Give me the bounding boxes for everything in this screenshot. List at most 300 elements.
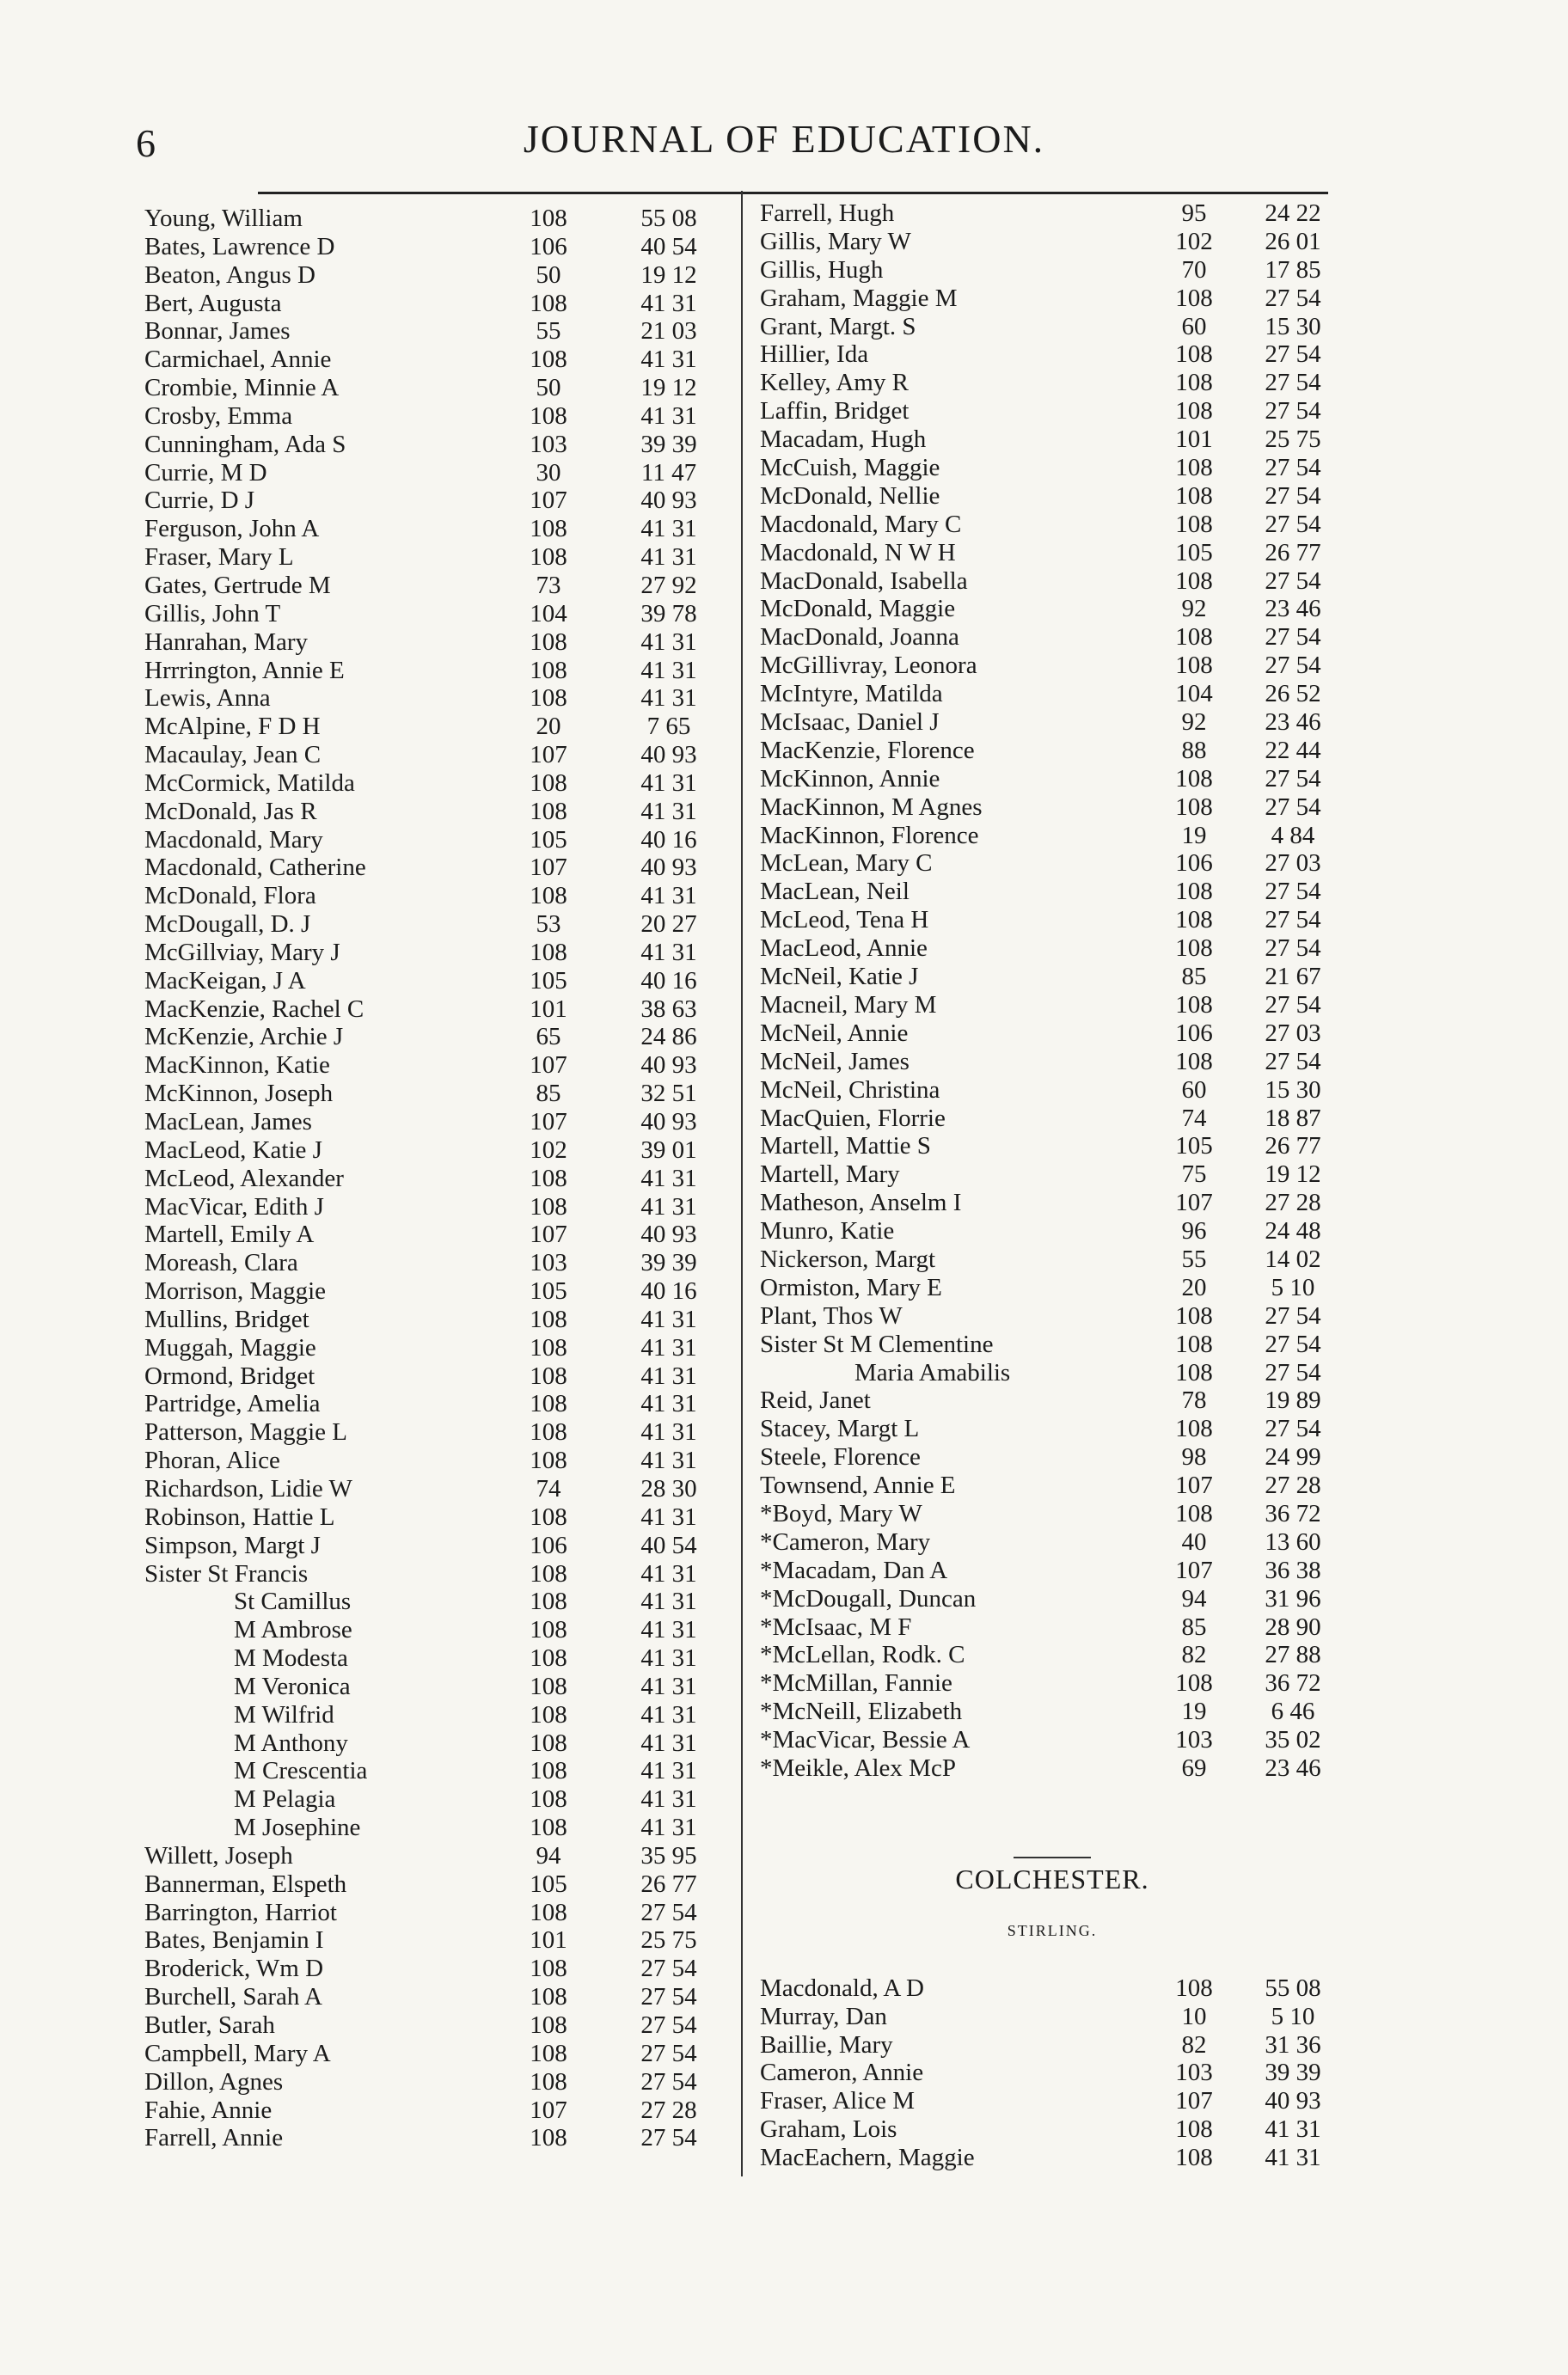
teacher-name: MacKeigan, J A xyxy=(144,966,306,995)
grant-amount: 40 93 xyxy=(1265,2087,1321,2115)
teacher-name: Macadam, Hugh xyxy=(760,425,927,454)
teacher-name: Martell, Mattie S xyxy=(760,1132,931,1160)
days-attendance: 108 xyxy=(1175,934,1213,963)
teacher-name: *McDougall, Duncan xyxy=(760,1584,977,1613)
grant-amount: 27 54 xyxy=(640,1898,697,1926)
grant-amount: 21 03 xyxy=(640,317,697,346)
table-row xyxy=(760,285,1344,313)
table-row xyxy=(144,1983,729,2011)
grant-amount: 27 54 xyxy=(1265,566,1321,595)
grant-amount: 24 48 xyxy=(1265,1217,1321,1246)
grant-amount: 36 72 xyxy=(1265,1669,1321,1698)
table-row xyxy=(760,991,1344,1019)
table-row xyxy=(144,1277,729,1306)
days-attendance: 92 xyxy=(1181,595,1207,623)
teacher-name: Maria Amabilis xyxy=(854,1358,1011,1386)
grant-amount: 27 54 xyxy=(1265,481,1321,510)
grant-amount: 36 38 xyxy=(1265,1556,1321,1584)
teacher-name: Phoran, Alice xyxy=(144,1447,280,1475)
table-row xyxy=(760,623,1344,652)
grant-amount: 39 78 xyxy=(640,599,697,627)
days-attendance: 105 xyxy=(1175,1132,1213,1160)
grant-amount: 5 10 xyxy=(1271,1273,1315,1301)
table-row xyxy=(144,2011,729,2040)
days-attendance: 108 xyxy=(530,938,567,966)
teacher-name: Crombie, Minnie A xyxy=(144,374,340,402)
days-attendance: 108 xyxy=(530,515,567,543)
grant-amount: 27 54 xyxy=(1265,878,1321,906)
grant-amount: 25 75 xyxy=(640,1926,697,1955)
days-attendance: 108 xyxy=(530,1362,567,1390)
teacher-name: McLeod, Alexander xyxy=(144,1164,344,1192)
days-attendance: 108 xyxy=(1175,454,1213,482)
days-attendance: 74 xyxy=(1181,1104,1207,1132)
grant-amount: 27 92 xyxy=(640,571,697,599)
table-row xyxy=(760,1132,1344,1160)
table-row xyxy=(760,313,1344,341)
table-row xyxy=(760,1415,1344,1443)
days-attendance: 40 xyxy=(1181,1527,1207,1556)
teacher-name: St Camillus xyxy=(234,1588,352,1616)
days-attendance: 107 xyxy=(1175,2087,1213,2115)
days-attendance: 108 xyxy=(530,1672,567,1700)
teacher-name: M Wilfrid xyxy=(234,1700,334,1729)
grant-amount: 14 02 xyxy=(1265,1245,1321,1273)
days-attendance: 104 xyxy=(1175,680,1213,708)
days-attendance: 20 xyxy=(536,713,561,741)
grant-amount: 55 08 xyxy=(1265,1974,1321,2002)
teacher-name: Simpson, Margt J xyxy=(144,1531,321,1559)
teacher-name: MacQuien, Florrie xyxy=(760,1104,946,1132)
teacher-name: Macneil, Mary M xyxy=(760,990,937,1019)
grant-amount: 27 54 xyxy=(1265,369,1321,397)
days-attendance: 108 xyxy=(530,1814,567,1842)
grant-amount: 41 31 xyxy=(640,1700,697,1729)
days-attendance: 108 xyxy=(1175,1330,1213,1358)
table-row xyxy=(760,1217,1344,1246)
grant-amount: 25 75 xyxy=(1265,425,1321,454)
days-attendance: 78 xyxy=(1181,1386,1207,1415)
table-row xyxy=(760,256,1344,285)
days-attendance: 108 xyxy=(1175,652,1213,680)
teacher-name: Currie, M D xyxy=(144,458,267,487)
table-row xyxy=(144,1023,729,1051)
days-attendance: 108 xyxy=(530,1418,567,1447)
teacher-name: M Modesta xyxy=(234,1644,348,1673)
grant-amount: 41 31 xyxy=(640,1559,697,1588)
grant-amount: 41 31 xyxy=(640,401,697,430)
grant-amount: 40 93 xyxy=(640,854,697,882)
table-row xyxy=(760,1557,1344,1585)
grant-amount: 41 31 xyxy=(640,684,697,713)
days-attendance: 74 xyxy=(536,1474,561,1503)
teacher-name: Bonnar, James xyxy=(144,317,291,346)
days-attendance: 108 xyxy=(530,2124,567,2152)
grant-amount: 39 01 xyxy=(640,1135,697,1164)
table-row xyxy=(144,826,729,854)
table-row xyxy=(144,1108,729,1136)
table-row xyxy=(144,854,729,882)
days-attendance: 108 xyxy=(530,1447,567,1475)
days-attendance: 108 xyxy=(530,627,567,656)
teacher-name: MacLean, Neil xyxy=(760,878,910,906)
grant-amount: 27 88 xyxy=(1265,1641,1321,1669)
teacher-name: *McLellan, Rodk. C xyxy=(760,1641,965,1669)
teacher-name: Carmichael, Annie xyxy=(144,346,332,374)
days-attendance: 107 xyxy=(530,741,567,769)
days-attendance: 108 xyxy=(530,2011,567,2039)
teacher-name: Bannerman, Elspeth xyxy=(144,1870,347,1898)
table-row xyxy=(144,798,729,826)
days-attendance: 108 xyxy=(530,401,567,430)
teacher-name: Macdonald, N W H xyxy=(760,538,956,566)
teacher-name: Cunningham, Ada S xyxy=(144,430,346,458)
days-attendance: 107 xyxy=(530,1221,567,1249)
days-attendance: 103 xyxy=(1175,1726,1213,1754)
teacher-name: Martell, Emily A xyxy=(144,1221,315,1249)
teacher-name: Farrell, Annie xyxy=(144,2124,284,2152)
table-row xyxy=(144,487,729,515)
days-attendance: 107 xyxy=(1175,1556,1213,1584)
teacher-name: Baillie, Mary xyxy=(760,2030,893,2059)
teacher-name: Fahie, Annie xyxy=(144,2096,273,2124)
teacher-name: Currie, D J xyxy=(144,487,255,515)
table-row xyxy=(760,1443,1344,1472)
days-attendance: 108 xyxy=(530,1644,567,1673)
table-row xyxy=(144,1955,729,1983)
teacher-name: Hrrrington, Annie E xyxy=(144,656,345,684)
days-attendance: 108 xyxy=(530,1785,567,1814)
teacher-name: Broderick, Wm D xyxy=(144,1955,324,1983)
grant-amount: 27 54 xyxy=(1265,906,1321,934)
table-row xyxy=(144,995,729,1024)
days-attendance: 108 xyxy=(1175,481,1213,510)
table-row xyxy=(144,1193,729,1221)
days-attendance: 73 xyxy=(536,571,561,599)
table-row xyxy=(760,425,1344,454)
days-attendance: 107 xyxy=(530,2096,567,2124)
days-attendance: 108 xyxy=(530,1616,567,1644)
table-row xyxy=(144,713,729,741)
grant-amount: 24 22 xyxy=(1265,199,1321,227)
teacher-name: Young, William xyxy=(144,205,303,232)
grant-amount: 41 31 xyxy=(640,627,697,656)
grant-amount: 24 99 xyxy=(1265,1443,1321,1472)
days-attendance: 70 xyxy=(1181,255,1207,284)
grant-amount: 27 28 xyxy=(1265,1472,1321,1500)
table-row xyxy=(760,793,1344,822)
grant-amount: 27 03 xyxy=(1265,1019,1321,1047)
teacher-name: MacDonald, Joanna xyxy=(760,623,959,652)
table-row xyxy=(144,2040,729,2068)
teacher-name: McGillviay, Mary J xyxy=(144,938,340,966)
teacher-name: Macaulay, Jean C xyxy=(144,741,322,769)
teacher-name: Macdonald, A D xyxy=(760,1974,924,2002)
teacher-name: Barrington, Harriot xyxy=(144,1898,337,1926)
grant-amount: 26 77 xyxy=(640,1870,697,1898)
teacher-name: Crosby, Emma xyxy=(144,401,293,430)
days-attendance: 85 xyxy=(1181,1613,1207,1641)
table-row xyxy=(144,317,729,346)
days-attendance: 50 xyxy=(536,260,561,289)
days-attendance: 60 xyxy=(1181,312,1207,340)
grant-amount: 27 54 xyxy=(1265,934,1321,963)
grant-amount: 27 54 xyxy=(1265,1301,1321,1330)
days-attendance: 60 xyxy=(1181,1075,1207,1104)
page-title: JOURNAL OF EDUCATION. xyxy=(523,117,1045,161)
teacher-name: McLean, Mary C xyxy=(760,849,933,878)
teacher-name: *Cameron, Mary xyxy=(760,1527,931,1556)
teacher-name: Hanrahan, Mary xyxy=(144,627,309,656)
grant-amount: 27 54 xyxy=(1265,623,1321,652)
table-row xyxy=(760,340,1344,369)
grant-amount: 13 60 xyxy=(1265,1527,1321,1556)
table-row xyxy=(760,1189,1344,1217)
teacher-name: MacVicar, Edith J xyxy=(144,1192,324,1221)
days-attendance: 108 xyxy=(530,684,567,713)
grant-amount: 41 31 xyxy=(640,1814,697,1842)
table-row xyxy=(144,1447,729,1475)
header-rule xyxy=(258,192,1328,194)
days-attendance: 105 xyxy=(530,966,567,995)
teacher-name: McKinnon, Annie xyxy=(760,764,940,793)
teacher-name: Mullins, Bridget xyxy=(144,1305,309,1333)
days-attendance: 20 xyxy=(1181,1273,1207,1301)
grant-amount: 41 31 xyxy=(640,1785,697,1814)
section-title: COLCHESTER. xyxy=(955,1864,1149,1894)
table-row xyxy=(760,1048,1344,1076)
teacher-name: *McNeill, Elizabeth xyxy=(760,1698,963,1726)
teacher-name: *Macadam, Dan A xyxy=(760,1556,948,1584)
table-row xyxy=(144,1362,729,1391)
grant-amount: 23 46 xyxy=(1265,708,1321,737)
grant-amount: 27 54 xyxy=(1265,510,1321,538)
grant-amount: 24 86 xyxy=(640,1023,697,1051)
grant-amount: 26 52 xyxy=(1265,680,1321,708)
grant-amount: 23 46 xyxy=(1265,595,1321,623)
days-attendance: 107 xyxy=(530,1051,567,1080)
teacher-name: Macdonald, Catherine xyxy=(144,854,366,882)
teacher-name: McDonald, Nellie xyxy=(760,481,940,510)
days-attendance: 55 xyxy=(1181,1245,1207,1273)
days-attendance: 101 xyxy=(530,995,567,1023)
teacher-name: Matheson, Anselm I xyxy=(760,1189,962,1217)
days-attendance: 75 xyxy=(1181,1160,1207,1189)
days-attendance: 19 xyxy=(1181,1698,1207,1726)
days-attendance: 55 xyxy=(536,317,561,346)
table-row xyxy=(760,1019,1344,1048)
teacher-name: McKinnon, Joseph xyxy=(144,1080,334,1108)
table-row xyxy=(144,1926,729,1955)
days-attendance: 105 xyxy=(530,1277,567,1306)
table-row xyxy=(760,228,1344,256)
table-row xyxy=(144,882,729,910)
grant-amount: 41 31 xyxy=(1265,2115,1321,2143)
grant-amount: 40 54 xyxy=(640,1531,697,1559)
table-row xyxy=(760,1974,1344,2003)
days-attendance: 108 xyxy=(1175,566,1213,595)
days-attendance: 108 xyxy=(1175,1358,1213,1386)
teacher-name: Butler, Sarah xyxy=(144,2011,275,2039)
grant-amount: 27 54 xyxy=(1265,793,1321,821)
teacher-name: Macdonald, Mary xyxy=(144,825,323,854)
table-row xyxy=(144,1616,729,1644)
days-attendance: 108 xyxy=(530,797,567,825)
grant-amount: 23 46 xyxy=(1265,1754,1321,1782)
grant-amount: 41 31 xyxy=(640,1588,697,1616)
days-attendance: 102 xyxy=(1175,227,1213,255)
grant-amount: 41 31 xyxy=(640,797,697,825)
grant-amount: 41 31 xyxy=(640,1503,697,1531)
grant-amount: 40 93 xyxy=(640,487,697,515)
teacher-name: Farrell, Hugh xyxy=(760,199,895,227)
table-row xyxy=(760,2003,1344,2031)
grant-amount: 36 72 xyxy=(1265,1499,1321,1527)
teacher-name: M Ambrose xyxy=(234,1616,352,1644)
grant-amount: 40 93 xyxy=(640,1108,697,1135)
grant-amount: 41 31 xyxy=(640,289,697,317)
grant-amount: 27 03 xyxy=(1265,849,1321,878)
grant-amount: 28 30 xyxy=(640,1474,697,1503)
grant-amount: 27 54 xyxy=(1265,340,1321,369)
table-row xyxy=(144,572,729,600)
grant-amount: 41 31 xyxy=(640,1447,697,1475)
days-attendance: 108 xyxy=(1175,510,1213,538)
teacher-name: Stacey, Margt L xyxy=(760,1415,920,1443)
teacher-name: Cameron, Annie xyxy=(760,2059,924,2087)
teacher-name: Bert, Augusta xyxy=(144,289,282,317)
table-row xyxy=(144,1051,729,1080)
table-row xyxy=(144,1503,729,1532)
table-row xyxy=(760,2144,1344,2172)
grant-amount: 41 31 xyxy=(640,1390,697,1418)
right-column xyxy=(760,199,1344,1783)
teacher-name: MacKinnon, M Agnes xyxy=(760,793,983,821)
days-attendance: 108 xyxy=(530,2039,567,2067)
days-attendance: 105 xyxy=(1175,538,1213,566)
days-attendance: 19 xyxy=(1181,821,1207,849)
grant-amount: 41 31 xyxy=(640,515,697,543)
table-row xyxy=(760,1076,1344,1105)
teacher-name: Fraser, Alice M xyxy=(760,2087,916,2115)
table-row xyxy=(760,1698,1344,1726)
table-row xyxy=(144,769,729,798)
table-row xyxy=(760,849,1344,878)
table-row xyxy=(760,539,1344,567)
days-attendance: 108 xyxy=(1175,1301,1213,1330)
days-attendance: 95 xyxy=(1181,199,1207,227)
table-row xyxy=(144,1475,729,1503)
grant-amount: 27 54 xyxy=(640,1983,697,2011)
grant-amount: 41 31 xyxy=(640,1418,697,1447)
table-row xyxy=(144,1757,729,1785)
teacher-name: Kelley, Amy R xyxy=(760,369,909,397)
grant-amount: 41 31 xyxy=(640,1333,697,1362)
days-attendance: 108 xyxy=(1175,1047,1213,1075)
days-attendance: 108 xyxy=(1175,623,1213,652)
teacher-name: MacKinnon, Florence xyxy=(760,821,979,849)
grant-amount: 15 30 xyxy=(1265,312,1321,340)
teacher-name: Grant, Margt. S xyxy=(760,312,916,340)
table-row xyxy=(144,967,729,995)
grant-amount: 40 93 xyxy=(640,1051,697,1080)
table-row xyxy=(144,910,729,939)
days-attendance: 108 xyxy=(1175,1499,1213,1527)
days-attendance: 108 xyxy=(530,1700,567,1729)
days-attendance: 94 xyxy=(536,1841,561,1870)
teacher-name: Munro, Katie xyxy=(760,1217,895,1246)
teacher-name: Dillon, Agnes xyxy=(144,2067,284,2096)
teacher-name: MacEachern, Maggie xyxy=(760,2143,975,2171)
teacher-name: *Boyd, Mary W xyxy=(760,1499,922,1527)
table-row xyxy=(760,2031,1344,2060)
table-row xyxy=(760,567,1344,596)
table-row xyxy=(760,1386,1344,1415)
table-row xyxy=(760,906,1344,934)
table-row xyxy=(760,397,1344,425)
days-attendance: 108 xyxy=(1175,369,1213,397)
table-row xyxy=(144,2124,729,2152)
table-row xyxy=(144,1080,729,1108)
days-attendance: 107 xyxy=(1175,1472,1213,1500)
grant-amount: 19 12 xyxy=(640,374,697,402)
grant-amount: 27 54 xyxy=(1265,454,1321,482)
teacher-name: Patterson, Maggie L xyxy=(144,1418,347,1447)
grant-amount: 28 90 xyxy=(1265,1613,1321,1641)
table-row xyxy=(144,2068,729,2096)
table-row xyxy=(144,657,729,685)
days-attendance: 103 xyxy=(1175,2059,1213,2087)
days-attendance: 108 xyxy=(1175,1669,1213,1698)
teacher-name: Steele, Florence xyxy=(760,1443,921,1472)
teacher-name: MacLeod, Annie xyxy=(760,934,928,963)
table-row xyxy=(760,1726,1344,1754)
table-row xyxy=(760,934,1344,963)
table-row xyxy=(760,2087,1344,2115)
teacher-name: M Crescentia xyxy=(234,1757,368,1785)
teacher-name: McGillivray, Leonora xyxy=(760,652,977,680)
table-row xyxy=(144,543,729,572)
days-attendance: 108 xyxy=(530,2067,567,2096)
table-row xyxy=(144,741,729,769)
grant-amount: 39 39 xyxy=(1265,2059,1321,2087)
table-row xyxy=(760,1754,1344,1783)
teacher-name: M Veronica xyxy=(234,1672,351,1700)
days-attendance: 88 xyxy=(1181,736,1207,764)
grant-amount: 41 31 xyxy=(640,1757,697,1785)
days-attendance: 108 xyxy=(530,1729,567,1757)
grant-amount: 35 95 xyxy=(640,1841,697,1870)
days-attendance: 50 xyxy=(536,374,561,402)
days-attendance: 108 xyxy=(530,1983,567,2011)
days-attendance: 108 xyxy=(530,1559,567,1588)
grant-amount: 27 54 xyxy=(640,2067,697,2096)
table-row xyxy=(144,1249,729,1277)
grant-amount: 41 31 xyxy=(640,543,697,572)
days-attendance: 108 xyxy=(1175,793,1213,821)
days-attendance: 107 xyxy=(530,487,567,515)
table-row xyxy=(144,1588,729,1616)
grant-amount: 27 54 xyxy=(1265,1415,1321,1443)
table-row xyxy=(144,1334,729,1362)
days-attendance: 108 xyxy=(530,1955,567,1983)
grant-amount: 27 54 xyxy=(640,1955,697,1983)
table-row xyxy=(760,1528,1344,1557)
teacher-name: Willett, Joseph xyxy=(144,1841,293,1870)
grant-amount: 38 63 xyxy=(640,995,697,1023)
days-attendance: 108 xyxy=(530,1757,567,1785)
teacher-name: McKenzie, Archie J xyxy=(144,1023,344,1051)
